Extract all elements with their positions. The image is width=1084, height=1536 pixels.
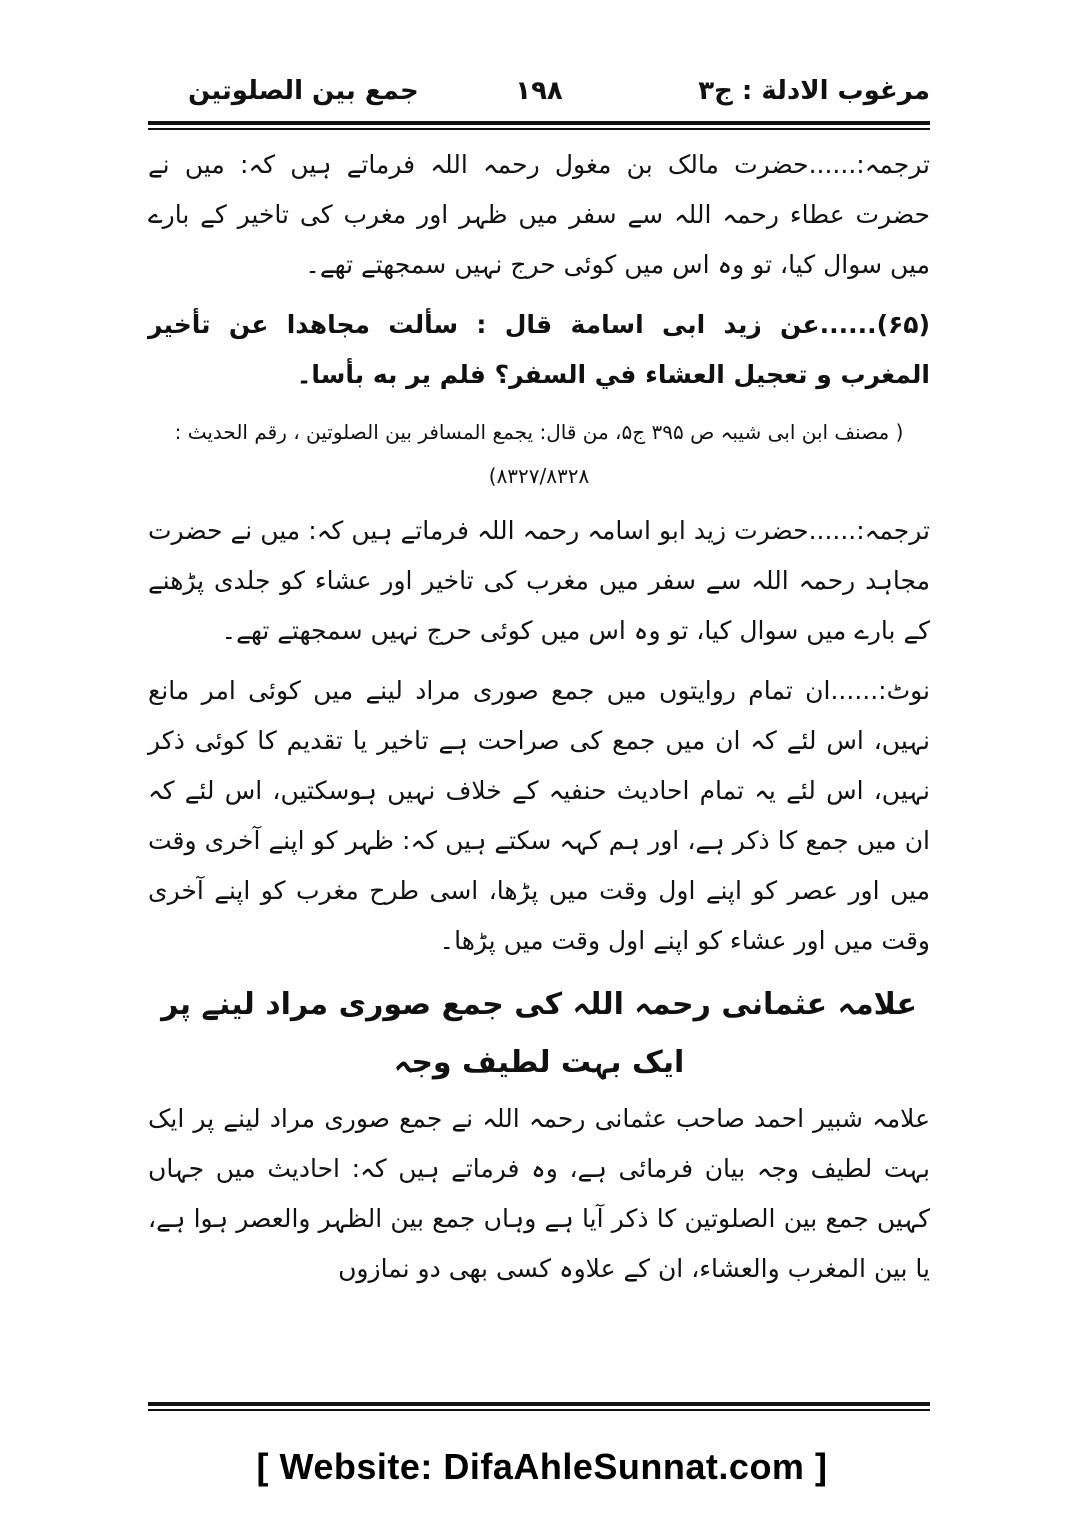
header-rule (148, 121, 930, 130)
note-paragraph: نوٹ:......ان تمام روایتوں میں جمع صوری مراد لینے میں کوئی امر مانع نہیں، اس لئے کہ ان میں جمع کی صراحت ہے تاخیر یا تقدیم کا کوئی ذکر نہیں، اس لئے یہ تمام احادیث حنفیہ کے خلاف نہیں ہوسکتیں، اس لئے کہ ان میں جمع کا ذکر ہے، اور ہم کہہ سکتے ہیں کہ: ظہر کو اپنے آخری وقت میں اور عصر کو اپنے اول وقت میں پڑھا، اسی طرح مغرب کو اپنے آخری وقت میں اور عشاء کو اپنے اول وقت میں پڑھا۔ (148, 676, 930, 955)
translation-paragraph-2: ترجمہ:......حضرت زید ابو اسامہ رحمہ اللہ فرماتے ہیں کہ: میں نے حضرت مجاہد رحمہ اللہ سے سفر میں مغرب کی تاخیر اور عشاء کو جلدی پڑھنے کے بارے میں سوال کیا، تو وہ اس میں کوئی حرج نہیں سمجھتے تھے۔ (148, 516, 930, 645)
explanation-paragraph: علامہ شبیر احمد صاحب عثمانی رحمہ اللہ نے جمع صوری مراد لینے پر ایک بہت لطیف وجہ بیان فرمائی ہے، وہ فرماتے ہیں کہ: احادیث میں جہاں کہیں جمع بین الصلوتین کا ذکر آیا ہے وہاں جمع بین الظہر والعصر ہوا ہے، یا بین المغرب والعشاء، ان کے علاوہ کسی بھی دو نمازوں (148, 1104, 930, 1283)
chapter-title: جمع بین الصلوتین (188, 76, 419, 106)
translation-paragraph-1: ترجمہ:......حضرت مالک بن مغول رحمہ اللہ فرماتے ہیں کہ: میں نے حضرت عطاء رحمہ اللہ سے سفر میں ظہر اور مغرب کی تاخیر کے بارے میں سوال کیا، تو وہ اس میں کوئی حرج نہیں سمجھتے تھے۔ (148, 150, 930, 279)
section-heading: علامہ عثمانی رحمہ اللہ کی جمع صوری مراد لینے پر ایک بہت لطیف وجہ (161, 987, 917, 1080)
book-title: مرغوب الادلة : ج۳ (698, 76, 930, 106)
hadith-citation (148, 410, 930, 498)
page-number: ۱۹۸ (515, 76, 563, 106)
citation-numbers: ۸۳۲۷/۸۳۲۸) (488, 464, 590, 488)
website-footer: [ Website: DifaAhleSunnat.com ] (256, 1446, 828, 1487)
footer-rule (148, 1402, 930, 1411)
page-body (148, 140, 930, 1304)
page-header (148, 62, 930, 120)
citation-main: ( مصنف ابن ابی شیبہ ص ۳۹۵ ج۵، من قال: يجمع المسافر بين الصلوتين ، رقم الحديث : (174, 420, 904, 444)
hadith-arabic-text: (۶۵)......عن زید ابی اسامة قال : سألت مجاهدا عن تأخير المغرب و تعجيل العشاء في السفر؟ فلم ير به بأسا۔ (148, 310, 930, 389)
